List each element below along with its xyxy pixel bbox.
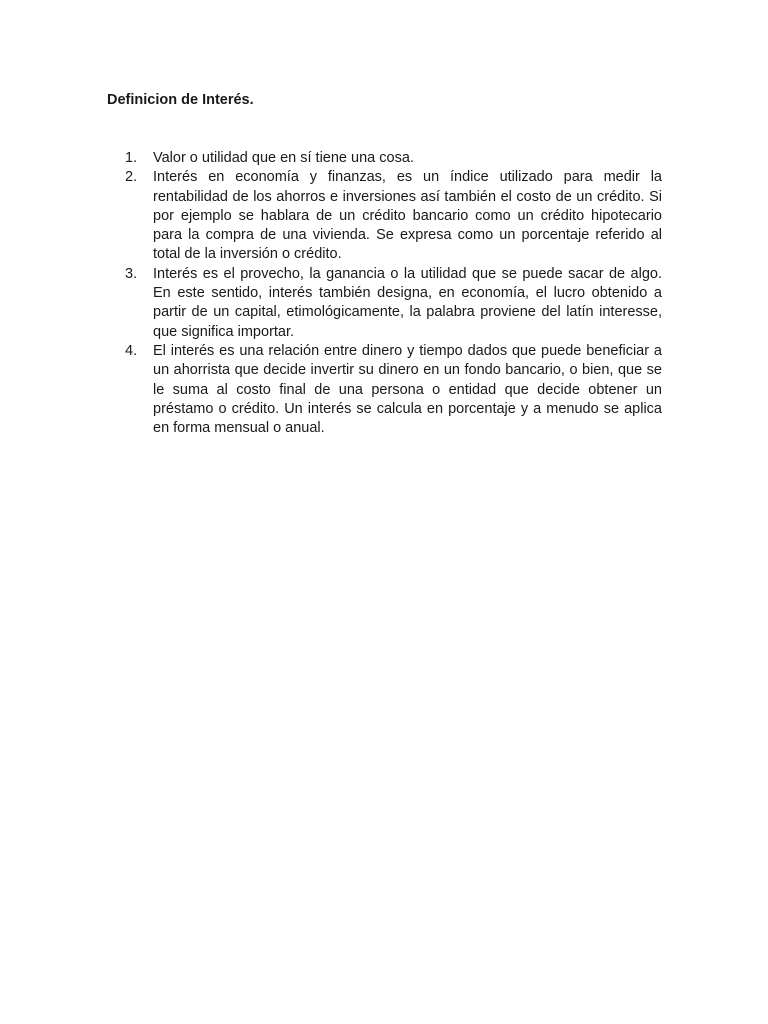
list-item-text: Interés en economía y finanzas, es un índice utilizado para medir la rentabilidad de los ahorros e inversiones así también el costo de un crédito. Si por ejemplo se hablara de un crédito bancario como un crédito hipotecario para la compra de una vivienda. Se expresa como un porcentaje referido al total de la inversión o crédito. [153,169,662,263]
document-title: Definicion de Interés. [107,92,254,108]
list-item-number: 2. [125,169,138,186]
list-item-number: 3. [125,265,138,282]
list-item-text: Interés es el provecho, la ganancia o la utilidad que se puede sacar de algo. En este sentido, interés también designa, en economía, el lucro obtenido a partir de un capital, etimológicamente, la palabra proviene del latín interesse, que significa importar. [153,265,662,340]
list-item [107,342,662,438]
list-item-text: El interés es una relación entre dinero y tiempo dados que puede beneficiar a un ahorrista que decide invertir su dinero en un fondo bancario, o bien, que se le suma al costo final de una persona o entidad que decide obtener un préstamo o crédito. Un interés se calcula en porcentaje y a menudo se aplica en forma mensual o anual. [153,342,662,437]
list-item [107,265,662,342]
list-item-number: 4. [125,342,138,359]
definition-list [107,149,662,438]
list-item [107,168,662,264]
list-item-number: 1. [125,150,138,166]
list-item-text: Valor o utilidad que en sí tiene una cosa. [153,150,414,166]
list-item [107,149,662,168]
